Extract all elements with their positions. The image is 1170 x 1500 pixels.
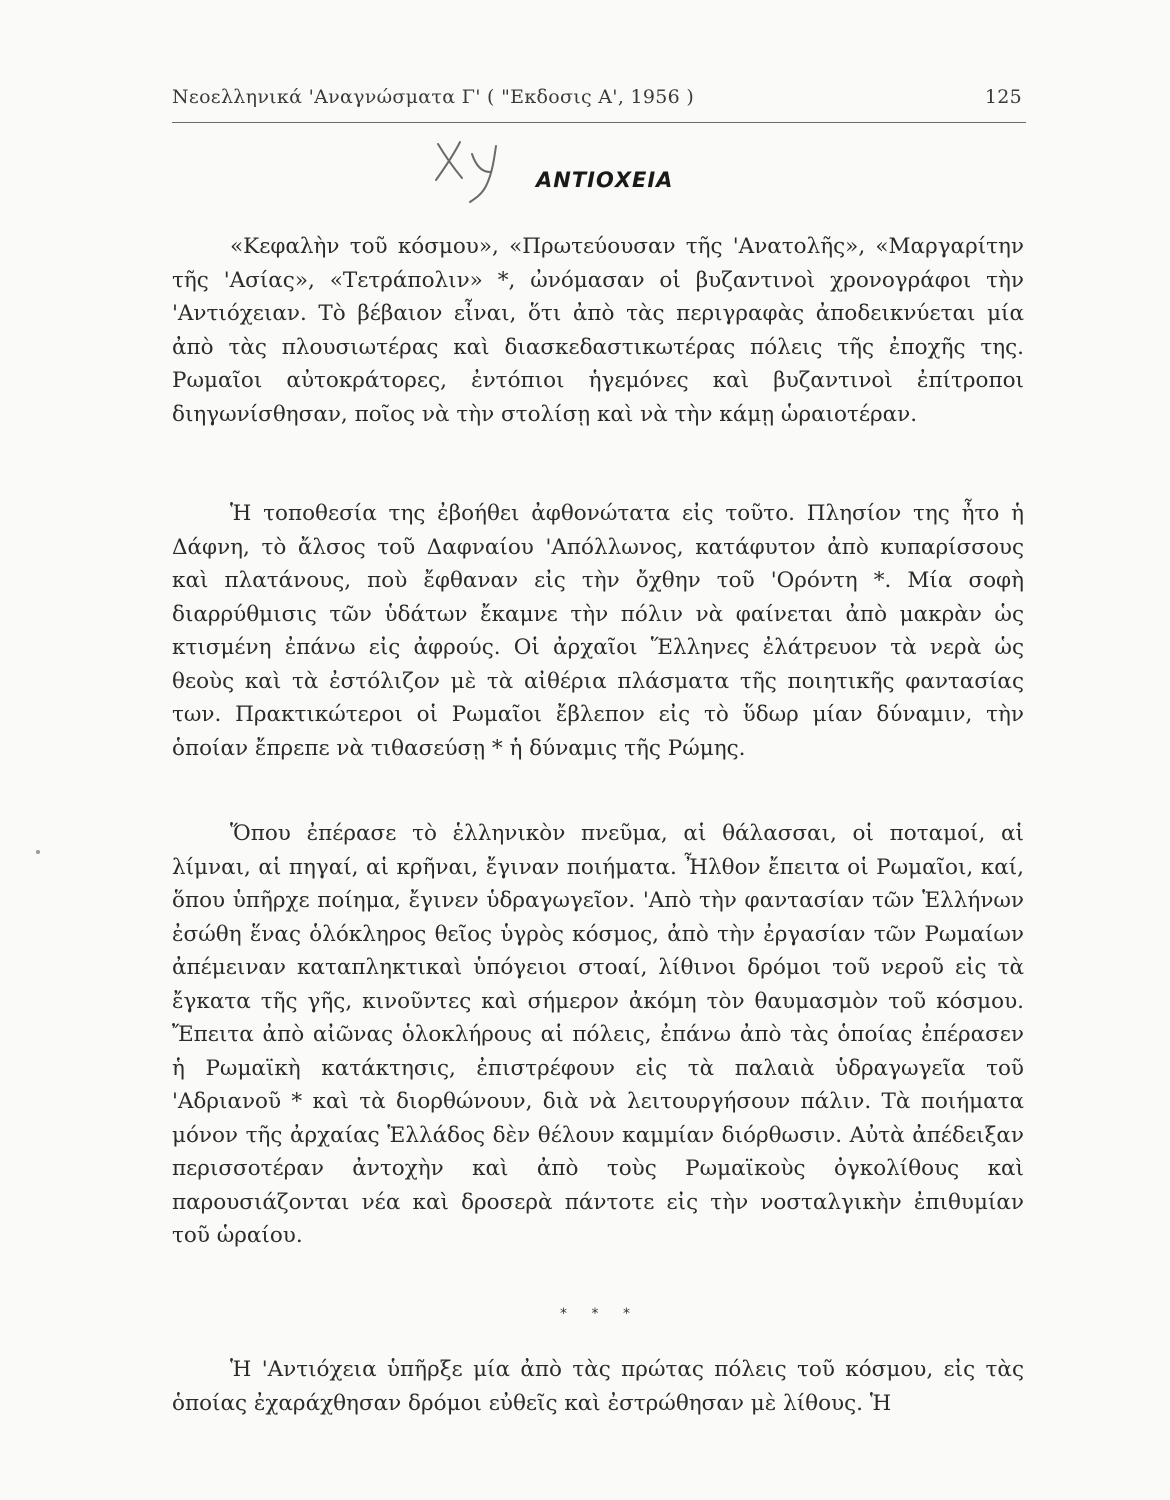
paragraph-text: Ἡ 'Αντιόχεια ὑπῆρξε μία ἀπὸ τὰς πρώτας πόλεις τοῦ κόσμου, εἰς τὰς ὁποίας ἐχαράχθησαν δρόμοι εὐθεῖς καὶ ἐστρώθησαν μὲ λίθους. Ἡ [172, 1357, 1024, 1416]
page-number: 125 [984, 86, 1022, 108]
paragraph-text: Ἡ τοποθεσία της ἐβοήθει ἀφθονώτατα εἰς τοῦτο. Πλησίον της ἦτο ἡ Δάφνη, τὸ ἄλσος τοῦ Δαφναίου 'Απόλλωνος, κατάφυτον ἀπὸ κυπαρίσσους καὶ πλατάνους, ποὺ ἔφθαναν εἰς τὴν ὄχθην τοῦ 'Ορόντη *. Μία σοφὴ διαρρύθμισις τῶν ὑδάτων ἔκαμνε τὴν πόλιν νὰ φαίνεται ἀπὸ μακρὰν ὡς κτισμένη ἐπάνω εἰς ἀφρούς. Οἱ ἀρχαῖοι Ἕλληνες ἐλάτρευον τὰ νερὰ ὡς θεοὺς καὶ τὰ ἐστόλιζον μὲ τὰ αἰθέρια πλάσματα τῆς ποιητικῆς φαντασίας των. Πρακτικώτεροι οἱ Ρωμαῖοι ἔβλεπον εἰς τὸ ὕδωρ μίαν δύναμιν, τὴν ὁποίαν ἔπρεπε νὰ τιθασεύσῃ * ἡ δύναμις τῆς Ρώμης. [172, 501, 1024, 761]
handwritten-mark [432, 136, 512, 206]
chapter-title: ΑΝΤΙΟΧΕΙΑ [536, 168, 674, 192]
header-rule [172, 122, 1026, 123]
paragraph-4 [172, 1353, 1024, 1420]
running-header-title: Νεοελληνικά 'Αναγνώσματα Γ' ( "Εκδοσις Α', 1956 ) [172, 86, 695, 108]
section-separator: * * * [560, 1306, 640, 1322]
paragraph-2 [172, 497, 1024, 765]
paragraph-3 [172, 817, 1024, 1253]
running-header [172, 86, 1022, 116]
paragraph-text: Ὅπου ἐπέρασε τὸ ἑλληνικὸν πνεῦμα, αἱ θάλασσαι, οἱ ποταμοί, αἱ λίμναι, αἱ πηγαί, αἱ κρῆναι, ἔγιναν ποιήματα. Ἦλθον ἔπειτα οἱ Ρωμαῖοι, καί, ὅπου ὑπῆρχε ποίημα, ἔγινεν ὑδραγωγεῖον. 'Απὸ τὴν φαντασίαν τῶν Ἑλλήνων ἐσώθη ἕνας ὁλόκληρος θεῖος ὑγρὸς κόσμος, ἀπὸ τὴν ἐργασίαν τῶν Ρωμαίων ἀπέμειναν καταπληκτικαὶ ὑπόγειοι στοαί, λίθινοι δρόμοι τοῦ νεροῦ εἰς τὰ ἔγκατα τῆς γῆς, κινοῦντες καὶ σήμερον ἀκόμη τὸν θαυμασμὸν τοῦ κόσμου. Ἔπειτα ἀπὸ αἰῶνας ὁλοκλήρους αἱ πόλεις, ἐπάνω ἀπὸ τὰς ὁποίας ἐπέρασεν ἡ Ρωμαϊκὴ κατάκτησις, ἐπιστρέφουν εἰς τὰ παλαιὰ ὑδραγωγεῖα τοῦ 'Αδριανοῦ * καὶ τὰ διορθώνουν, διὰ νὰ λειτουργήσουν πάλιν. Τὰ ποιήματα μόνον τῆς ἀρχαίας Ἑλλάδος δὲν θέλουν καμμίαν διόρθωσιν. Αὐτὰ ἀπέδειξαν περισσοτέραν ἀντοχὴν καὶ ἀπὸ τοὺς Ρωμαϊκοὺς ὀγκολίθους καὶ παρουσιάζονται νέα καὶ δροσερὰ πάντοτε εἰς τὴν νοσταλγικὴν ἐπιθυμίαν τοῦ ὡραίου. [172, 821, 1024, 1248]
margin-speck [36, 850, 40, 854]
paragraph-text: «Κεφαλὴν τοῦ κόσμου», «Πρωτεύουσαν τῆς 'Ανατολῆς», «Μαργαρίτην τῆς 'Ασίας», «Τετράπολιν» *, ὠνόμασαν οἱ βυζαντινοὶ χρονογράφοι τὴν 'Αντιόχειαν. Τὸ βέβαιον εἶναι, ὅτι ἀπὸ τὰς περιγραφὰς ἀποδεικνύεται μία ἀπὸ τὰς πλουσιωτέρας καὶ διασκεδαστικωτέρας πόλεις τῆς ἐποχῆς της. Ρωμαῖοι αὐτοκράτορες, ἐντόπιοι ἡγεμόνες καὶ βυζαντινοὶ ἐπίτροποι διηγωνίσθησαν, ποῖος νὰ τὴν στολίσῃ καὶ νὰ τὴν κάμῃ ὡραιοτέραν. [172, 234, 1024, 427]
paragraph-1 [172, 230, 1024, 431]
